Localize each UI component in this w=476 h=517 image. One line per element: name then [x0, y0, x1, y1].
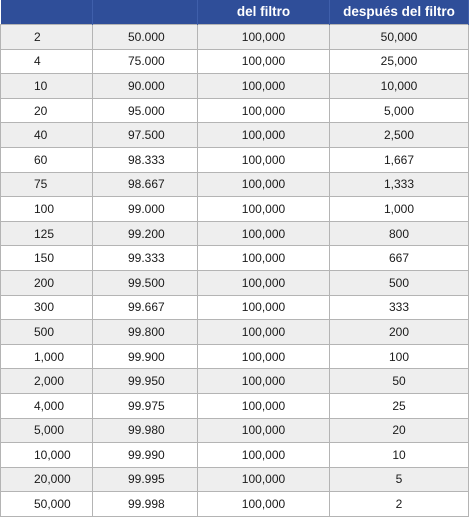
- cell-col3: 100,000: [198, 393, 330, 418]
- cell-col3: 100,000: [198, 443, 330, 468]
- cell-col1: 500: [1, 320, 93, 345]
- table-row: [1, 295, 469, 320]
- cell-col2: 98.333: [93, 147, 198, 172]
- cell-col3: 100,000: [198, 344, 330, 369]
- table-row: [1, 98, 469, 123]
- cell-col4: 5: [330, 467, 469, 492]
- cell-col4: 20: [330, 418, 469, 443]
- cell-col4: 1,667: [330, 147, 469, 172]
- cell-col2: 99.500: [93, 270, 198, 295]
- cell-col4: 50: [330, 369, 469, 394]
- cell-col1: 20,000: [1, 467, 93, 492]
- cell-col2: 99.950: [93, 369, 198, 394]
- cell-col4: 667: [330, 246, 469, 271]
- table-row: [1, 369, 469, 394]
- cell-col4: 800: [330, 221, 469, 246]
- cell-col2: 98.667: [93, 172, 198, 197]
- header-row: [1, 0, 469, 25]
- table-row: [1, 74, 469, 99]
- cell-col3: 100,000: [198, 49, 330, 74]
- cell-col2: 97.500: [93, 123, 198, 148]
- cell-col1: 4: [1, 49, 93, 74]
- table-row: [1, 147, 469, 172]
- cell-col3: 100,000: [198, 172, 330, 197]
- cell-col3: 100,000: [198, 320, 330, 345]
- cell-col2: 99.990: [93, 443, 198, 468]
- cell-col4: 50,000: [330, 25, 469, 50]
- table-row: [1, 418, 469, 443]
- table-row: [1, 197, 469, 222]
- table-body: [1, 25, 469, 517]
- cell-col1: 125: [1, 221, 93, 246]
- cell-col3: 100,000: [198, 418, 330, 443]
- cell-col1: 150: [1, 246, 93, 271]
- cell-col1: 2: [1, 25, 93, 50]
- cell-col2: 99.667: [93, 295, 198, 320]
- table-row: [1, 25, 469, 50]
- table-row: [1, 443, 469, 468]
- cell-col1: 2,000: [1, 369, 93, 394]
- header-cell-2: [93, 0, 198, 25]
- cell-col1: 50,000: [1, 492, 93, 517]
- cell-col4: 2,500: [330, 123, 469, 148]
- cell-col1: 4,000: [1, 393, 93, 418]
- table-row: [1, 49, 469, 74]
- cell-col3: 100,000: [198, 197, 330, 222]
- cell-col2: 99.900: [93, 344, 198, 369]
- cell-col2: 99.995: [93, 467, 198, 492]
- cell-col4: 1,333: [330, 172, 469, 197]
- cell-col1: 200: [1, 270, 93, 295]
- cell-col3: 100,000: [198, 147, 330, 172]
- cell-col3: 100,000: [198, 467, 330, 492]
- cell-col4: 500: [330, 270, 469, 295]
- table-row: [1, 123, 469, 148]
- cell-col2: 99.998: [93, 492, 198, 517]
- table-row: [1, 320, 469, 345]
- cell-col4: 200: [330, 320, 469, 345]
- cell-col1: 75: [1, 172, 93, 197]
- cell-col2: 99.000: [93, 197, 198, 222]
- cell-col1: 20: [1, 98, 93, 123]
- cell-col4: 25: [330, 393, 469, 418]
- cell-col1: 1,000: [1, 344, 93, 369]
- cell-col3: 100,000: [198, 295, 330, 320]
- table-row: [1, 221, 469, 246]
- cell-col3: 100,000: [198, 25, 330, 50]
- cell-col3: 100,000: [198, 369, 330, 394]
- cell-col4: 100: [330, 344, 469, 369]
- cell-col2: 99.975: [93, 393, 198, 418]
- cell-col2: 99.200: [93, 221, 198, 246]
- cell-col3: 100,000: [198, 221, 330, 246]
- cell-col4: 25,000: [330, 49, 469, 74]
- cell-col2: 99.980: [93, 418, 198, 443]
- table-header: [1, 0, 469, 25]
- table-row: [1, 270, 469, 295]
- table-row: [1, 344, 469, 369]
- cell-col3: 100,000: [198, 270, 330, 295]
- header-cell-1: [1, 0, 93, 25]
- table-row: [1, 393, 469, 418]
- cell-col3: 100,000: [198, 492, 330, 517]
- cell-col1: 10: [1, 74, 93, 99]
- cell-col2: 99.333: [93, 246, 198, 271]
- cell-col2: 75.000: [93, 49, 198, 74]
- cell-col2: 99.800: [93, 320, 198, 345]
- cell-col3: 100,000: [198, 74, 330, 99]
- cell-col2: 50.000: [93, 25, 198, 50]
- cell-col3: 100,000: [198, 98, 330, 123]
- cell-col1: 100: [1, 197, 93, 222]
- table-row: [1, 172, 469, 197]
- table-row: [1, 246, 469, 271]
- cell-col4: 333: [330, 295, 469, 320]
- cell-col4: 5,000: [330, 98, 469, 123]
- cell-col1: 300: [1, 295, 93, 320]
- header-cell-4: después del filtro: [330, 0, 469, 25]
- cell-col4: 1,000: [330, 197, 469, 222]
- cell-col1: 5,000: [1, 418, 93, 443]
- cell-col4: 10: [330, 443, 469, 468]
- cell-col1: 40: [1, 123, 93, 148]
- cell-col4: 10,000: [330, 74, 469, 99]
- cell-col2: 90.000: [93, 74, 198, 99]
- cell-col1: 10,000: [1, 443, 93, 468]
- table-row: [1, 467, 469, 492]
- cell-col3: 100,000: [198, 246, 330, 271]
- cell-col1: 60: [1, 147, 93, 172]
- cell-col2: 95.000: [93, 98, 198, 123]
- cell-col3: 100,000: [198, 123, 330, 148]
- header-cell-3: del filtro: [198, 0, 330, 25]
- table-row: [1, 492, 469, 517]
- cell-col4: 2: [330, 492, 469, 517]
